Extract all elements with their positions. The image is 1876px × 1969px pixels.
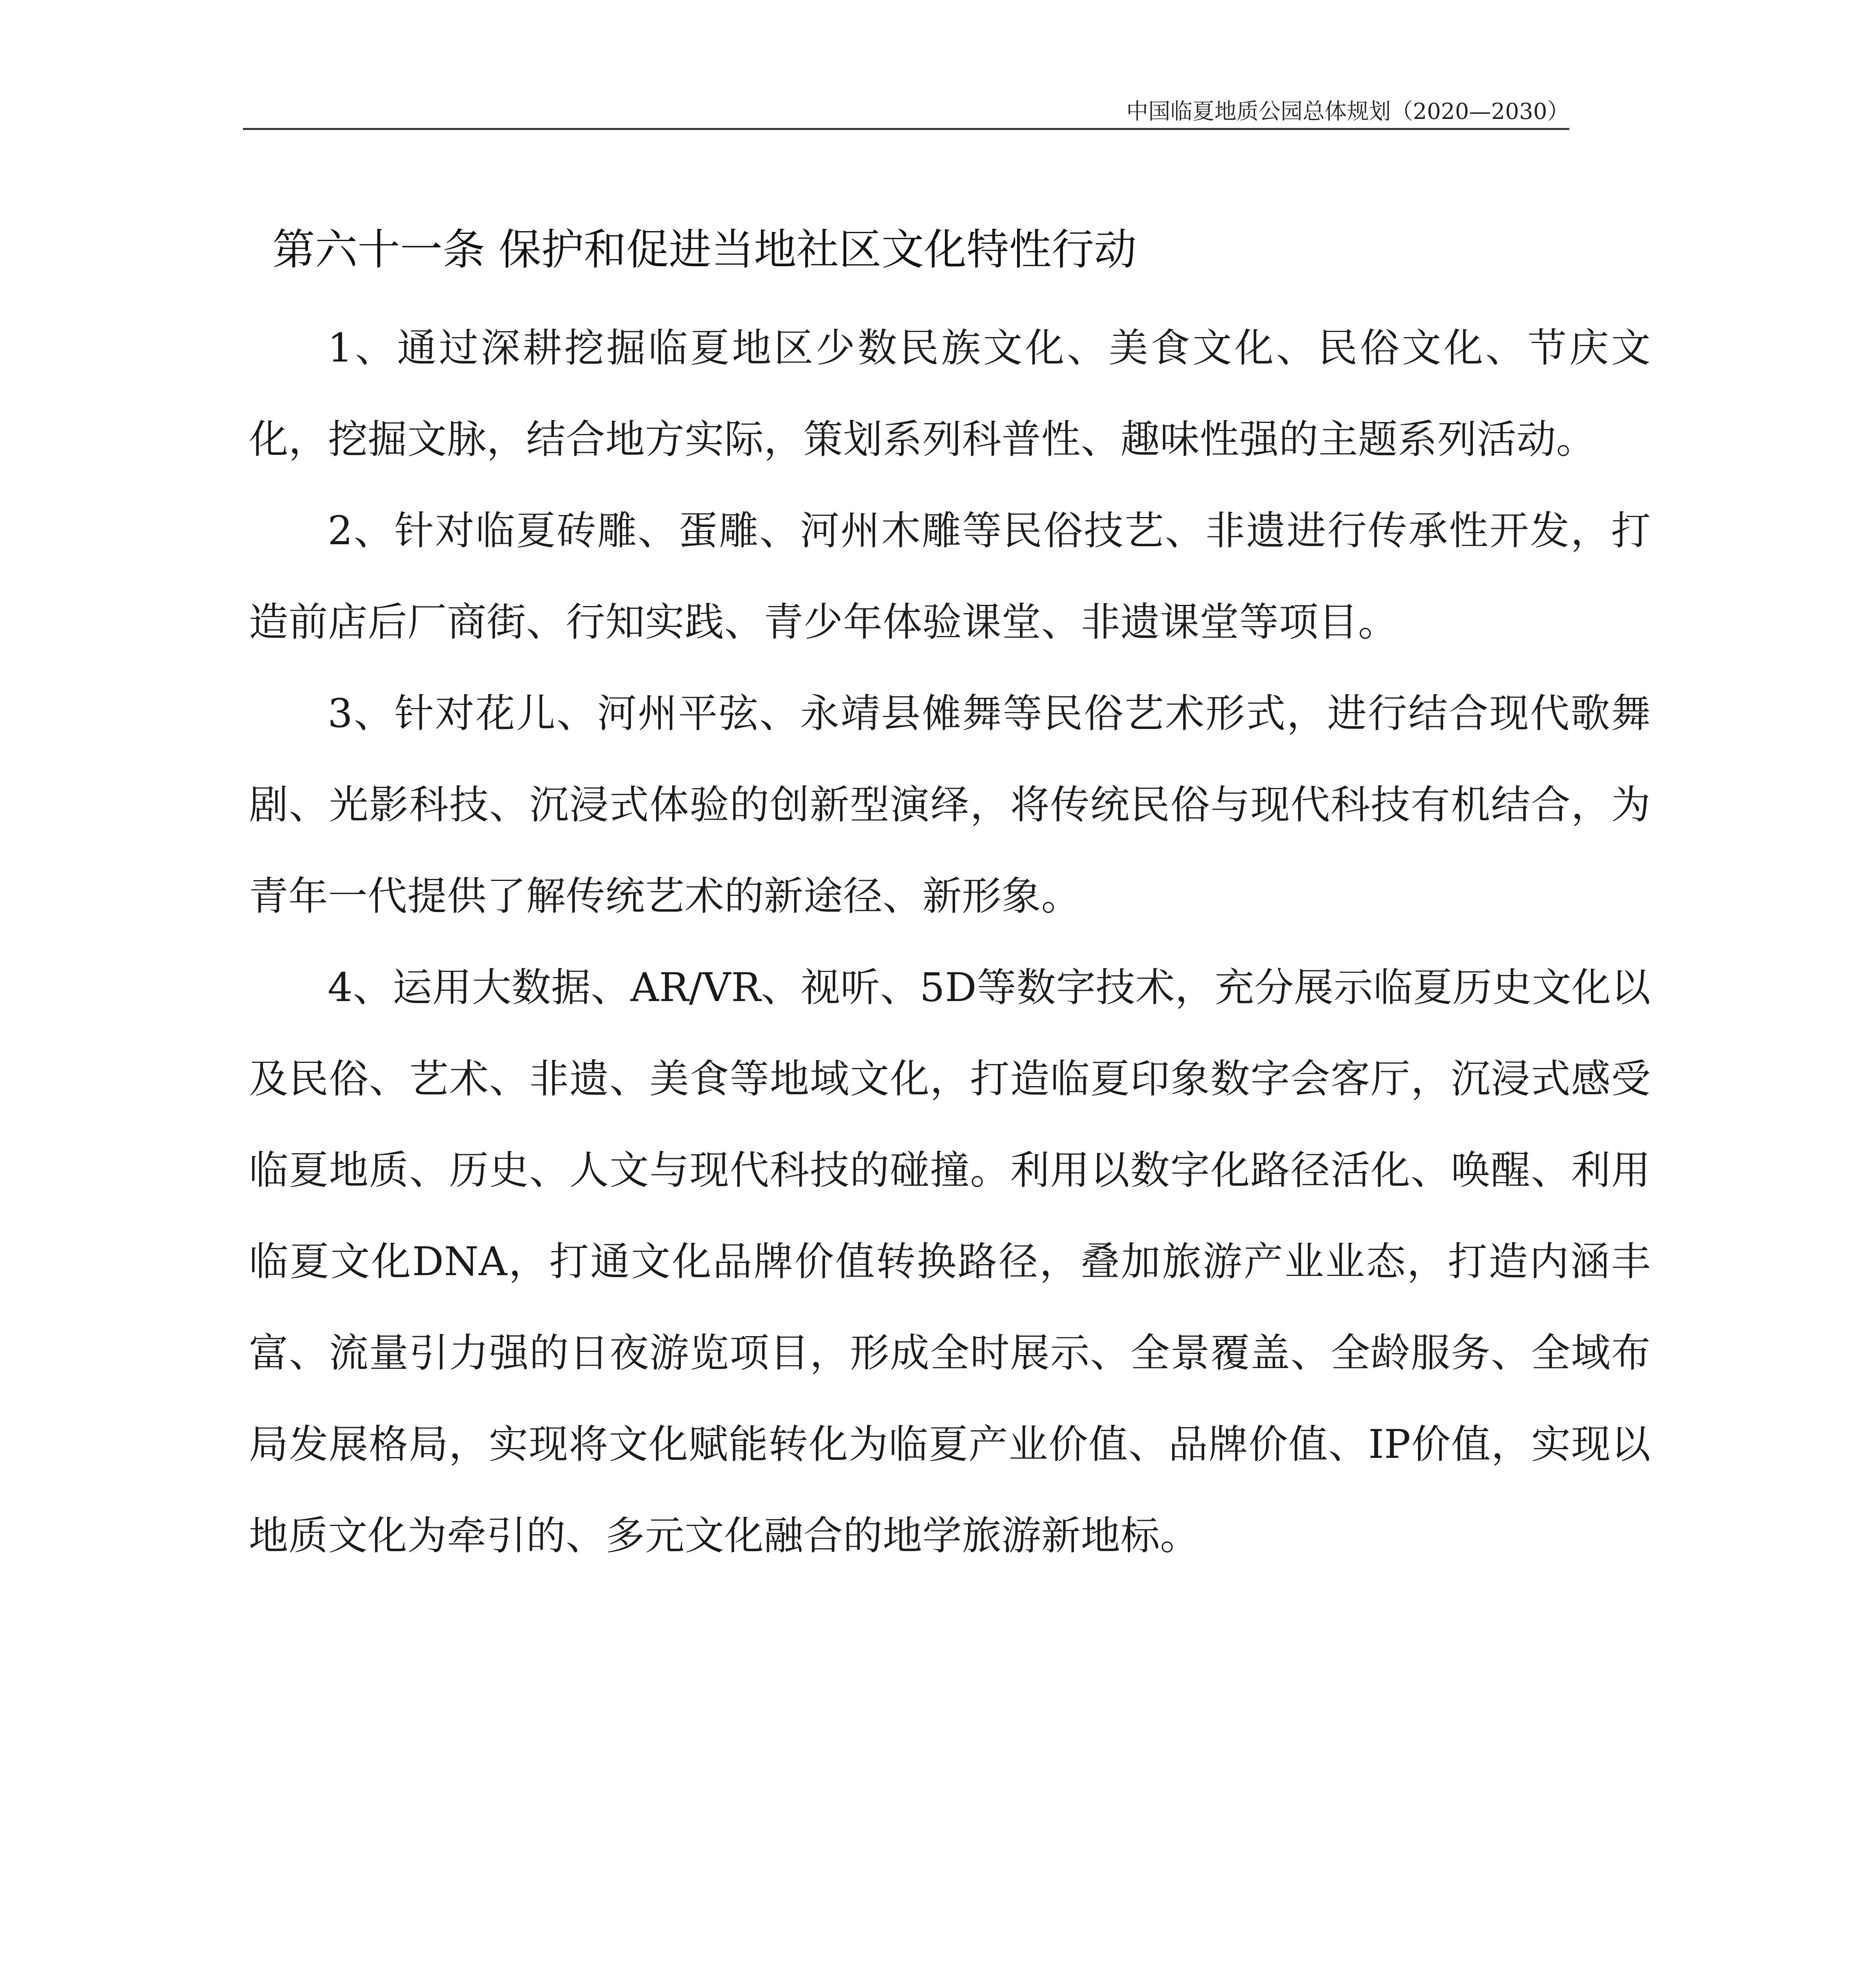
section-title: 第六十一条 保护和促进当地社区文化特性行动 — [273, 225, 1137, 274]
paragraph-1: 1、通过深耕挖掘临夏地区少数民族文化、美食文化、民俗文化、节庆文化，挖掘文脉，结合地方实际，策划系列科普性、趣味性强的主题系列活动。 — [249, 325, 1651, 462]
paragraph-3: 3、针对花儿、河州平弦、永靖县傩舞等民俗艺术形式，进行结合现代歌舞剧、光影科技、沉浸式体验的创新型演绎，将传统民俗与现代科技有机结合，为青年一代提供了解传统艺术的新途径、新形象。 — [249, 690, 1651, 919]
header-rule — [243, 128, 1569, 130]
document-body — [249, 221, 1651, 1582]
header-title: 中国临夏地质公园总体规划（2020—2030） — [1126, 99, 1569, 124]
page-header — [243, 94, 1569, 130]
paragraph-2: 2、针对临夏砖雕、蛋雕、河州木雕等民俗技艺、非遗进行传承性开发，打造前店后厂商街、行知实践、青少年体验课堂、非遗课堂等项目。 — [249, 508, 1651, 645]
paragraph-4: 4、运用大数据、AR/VR、视听、5D等数字技术，充分展示临夏历史文化以及民俗、艺术、非遗、美食等地域文化，打造临夏印象数字会客厅，沉浸式感受临夏地质、历史、人文与现代科技的碰撞。利用以数字化路径活化、唤醒、利用临夏文化DNA，打通文化品牌价值转换路径，叠加旅游产业业态，打造内涵丰富、流量引力强的日夜游览项目，形成全时展示、全景覆盖、全龄服务、全域布局发展格局，实现将文化赋能转化为临夏产业价值、品牌价值、IP价值，实现以地质文化为牵引的、多元文化融合的地学旅游新地标。 — [249, 964, 1651, 1559]
